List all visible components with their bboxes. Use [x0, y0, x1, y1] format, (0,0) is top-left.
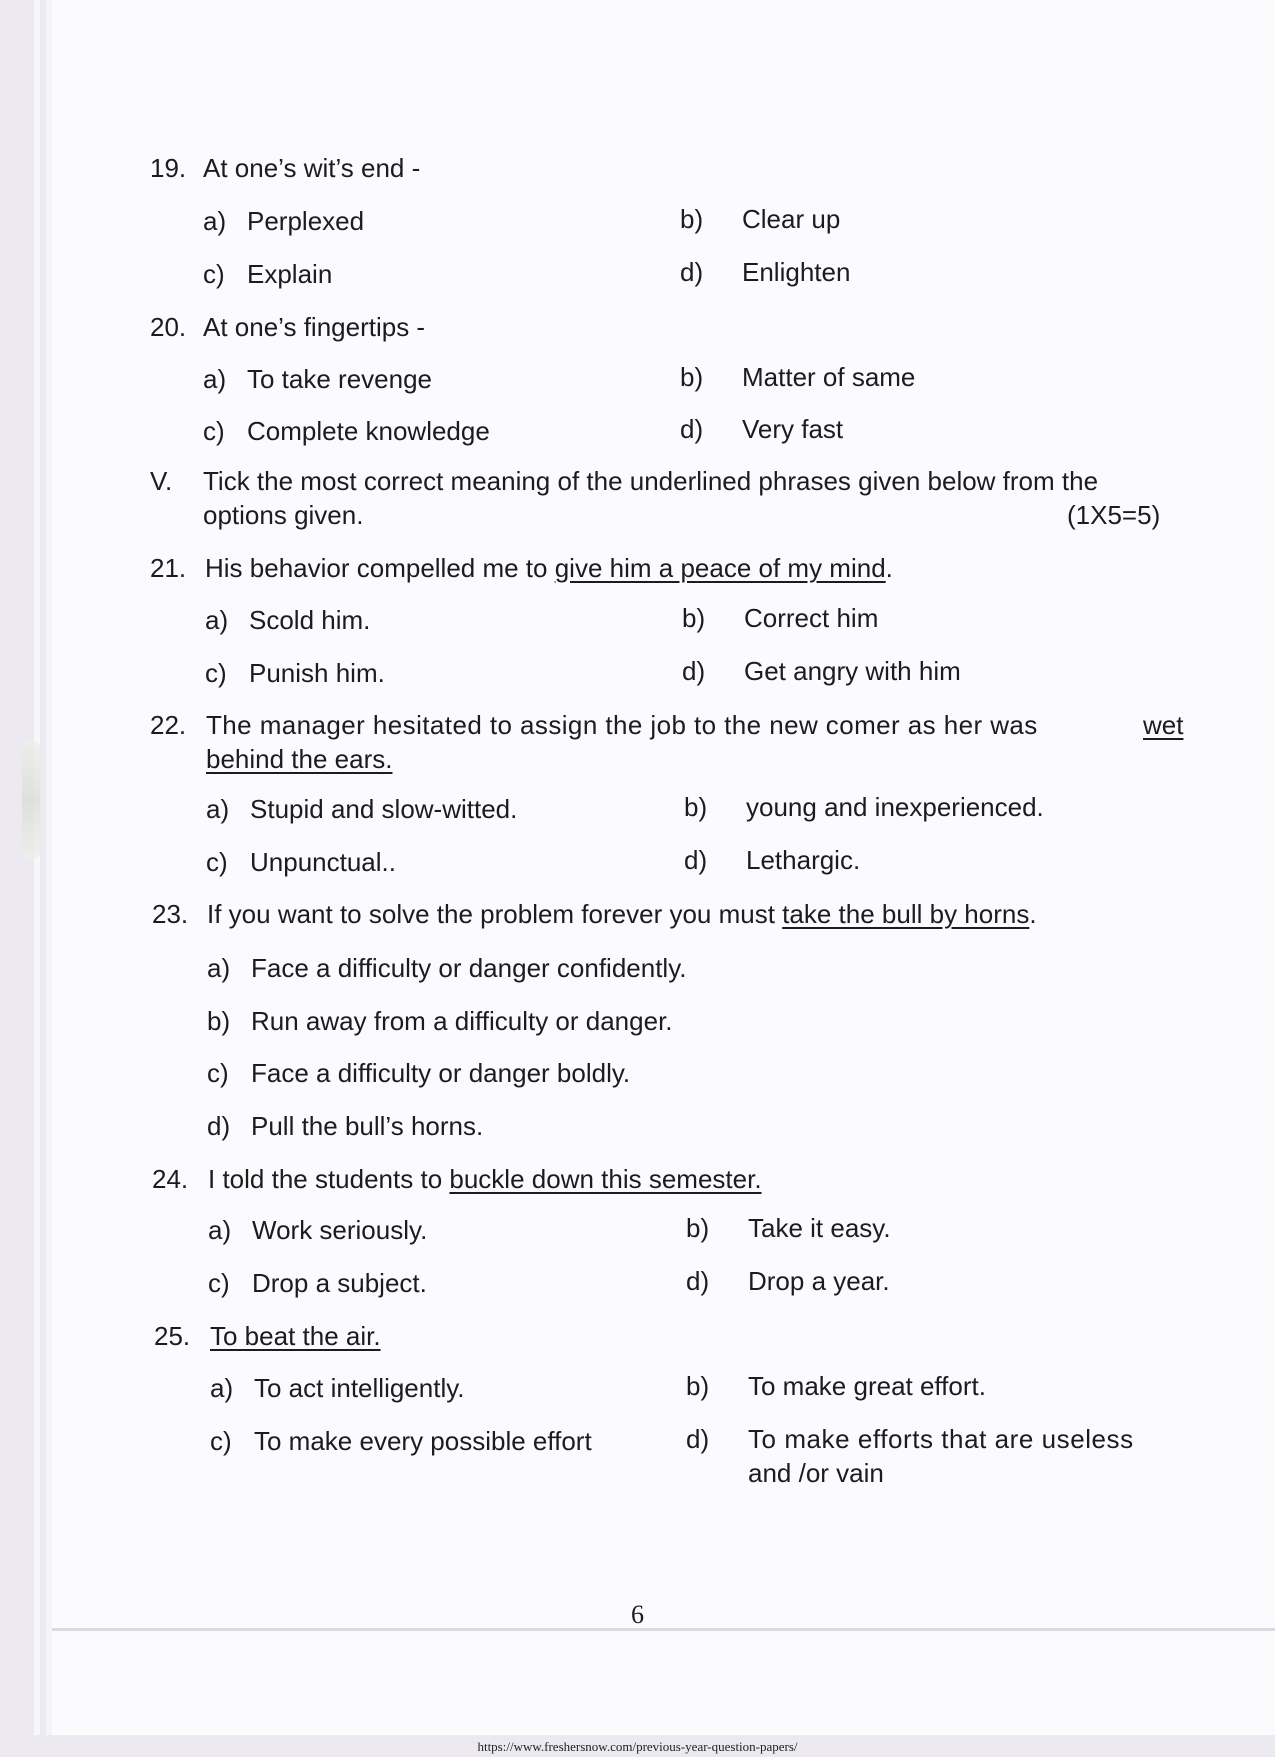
option-text: Complete knowledge: [247, 416, 490, 446]
question-number: 25.: [154, 1321, 191, 1351]
option-text: Drop a subject.: [252, 1268, 427, 1298]
option-text: To act intelligently.: [254, 1373, 465, 1403]
option-text: Enlighten: [742, 257, 851, 287]
option-text-line-1: To make efforts that are useless: [748, 1424, 1134, 1454]
option-text: Work seriously.: [252, 1215, 428, 1245]
question-number: 23.: [152, 899, 189, 929]
underlined-phrase: wet: [1143, 710, 1184, 740]
question-prompt: At one’s fingertips -: [203, 312, 426, 342]
prompt-end: .: [885, 553, 893, 583]
option-text: Take it easy.: [748, 1213, 891, 1243]
underlined-phrase: take the bull by horns: [782, 899, 1030, 929]
option-text: Drop a year.: [748, 1266, 890, 1296]
underlined-phrase-continued: behind the ears.: [206, 744, 393, 774]
option-text: Stupid and slow-witted.: [250, 794, 518, 824]
question-number: 20.: [150, 312, 187, 342]
option-text: Punish him.: [249, 658, 385, 688]
option-text: Very fast: [742, 414, 844, 444]
option-text: To take revenge: [247, 364, 433, 394]
marks-label: (1X5=5): [1067, 500, 1161, 530]
footer-url: https://www.freshersnow.com/previous-year-question-papers/: [477, 1739, 798, 1754]
option-text: Pull the bull’s horns.: [251, 1111, 484, 1141]
option-text-line-2: and /or vain: [748, 1458, 884, 1488]
prompt-text: I told the students to: [208, 1164, 450, 1194]
option-text: Explain: [247, 259, 333, 289]
underlined-phrase: give him a peace of my mind: [554, 553, 886, 583]
page-number: 6: [631, 1600, 644, 1629]
instruction-line-1: Tick the most correct meaning of the underlined phrases given below from the: [203, 466, 1099, 496]
prompt-end: .: [1029, 899, 1037, 929]
instruction-line-2: options given.: [203, 500, 364, 530]
question-prompt: At one’s wit’s end -: [203, 153, 421, 183]
underlined-phrase: To beat the air.: [210, 1321, 381, 1351]
option-text: Unpunctual..: [250, 847, 396, 877]
option-text: Correct him: [744, 603, 879, 633]
option-d: d) To make efforts that are useless and /or vain: [686, 1424, 1134, 1488]
question-number: 21.: [150, 553, 187, 583]
option-text: Clear up: [742, 204, 841, 234]
question-number: 19.: [150, 153, 187, 183]
prompt-text: If you want to solve the problem forever you must: [207, 899, 783, 929]
option-text: Get angry with him: [744, 656, 961, 686]
option-text: Face a difficulty or danger boldly.: [251, 1058, 631, 1088]
underlined-phrase: buckle down this semester.: [449, 1164, 762, 1194]
prompt-text: His behavior compelled me to: [205, 553, 555, 583]
option-text: Face a difficulty or danger confidently.: [251, 953, 687, 983]
option-text: Run away from a difficulty or danger.: [251, 1006, 673, 1036]
question-number: 24.: [152, 1164, 189, 1194]
question-number: 22.: [150, 710, 187, 740]
option-text: Perplexed: [247, 206, 365, 236]
option-text: Matter of same: [742, 362, 916, 392]
option-text: young and inexperienced.: [746, 792, 1044, 822]
option-text: Lethargic.: [746, 845, 861, 875]
option-text: To make great effort.: [748, 1371, 986, 1401]
section-number: V.: [150, 466, 173, 496]
option-text: Scold him.: [249, 605, 371, 635]
option-text: To make every possible effort: [254, 1426, 592, 1456]
prompt-line-1: The manager hesitated to assign the job to the new comer as her was: [206, 710, 1038, 740]
binding-mark: [22, 740, 40, 860]
